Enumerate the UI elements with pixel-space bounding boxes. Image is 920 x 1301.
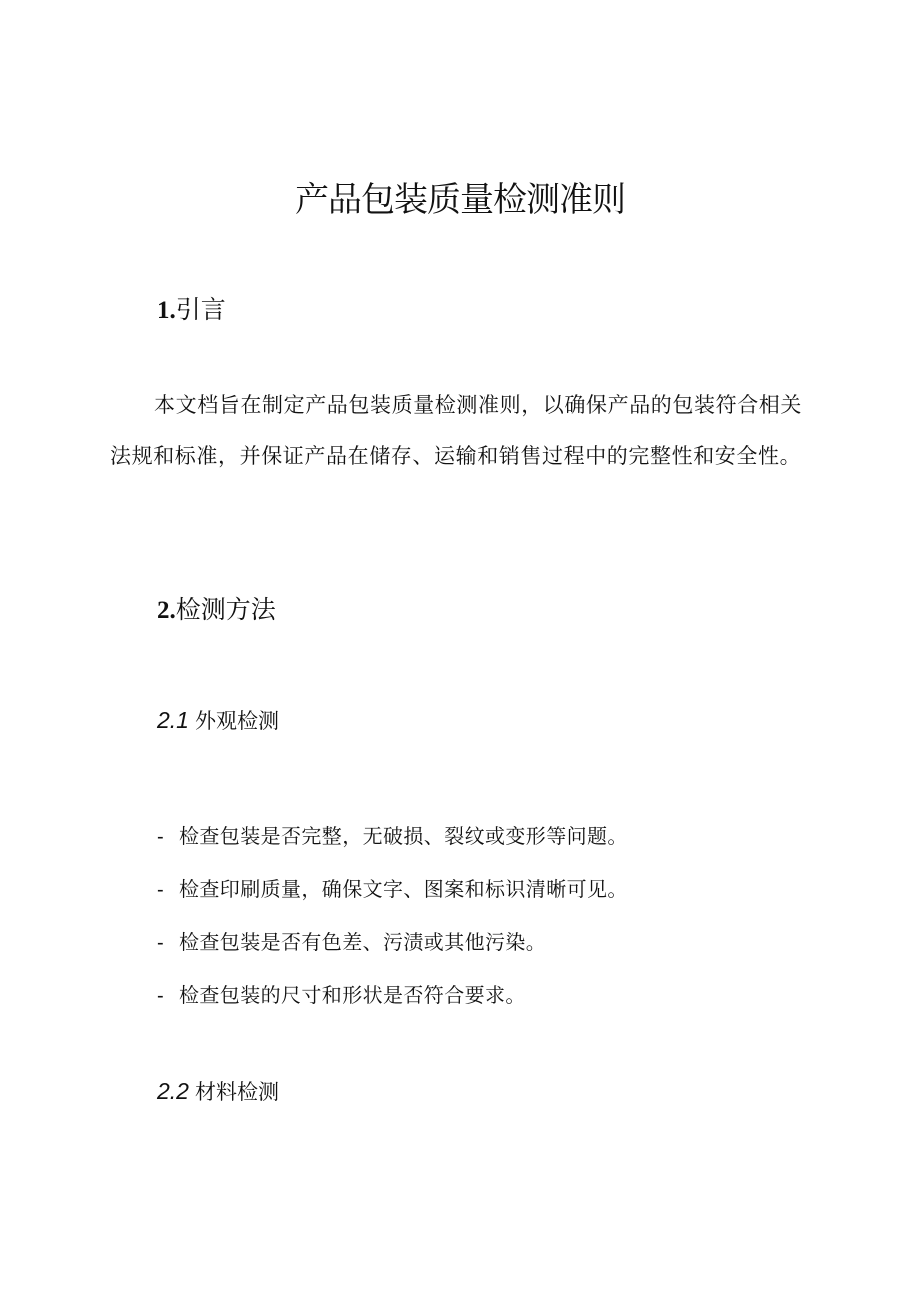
list-item-text: 检查包装的尺寸和形状是否符合要求。	[179, 983, 526, 1007]
list-item-text: 检查包装是否有色差、污渍或其他污染。	[179, 930, 547, 954]
subsection-heading-appearance	[157, 704, 279, 737]
section-heading-methods	[157, 592, 276, 629]
subsection-title: 外观检测	[194, 709, 279, 733]
list-item	[157, 810, 628, 863]
section-number: 1.	[157, 297, 176, 324]
document-title: 产品包装质量检测准则	[295, 180, 625, 220]
appearance-check-list	[157, 810, 628, 1022]
section-number: 2.	[157, 597, 176, 624]
list-item	[157, 863, 628, 916]
subsection-number: 2.2	[157, 1078, 189, 1104]
bullet-dash: -	[157, 826, 165, 848]
list-item	[157, 916, 628, 969]
bullet-dash: -	[157, 985, 165, 1007]
list-item-text: 检查包装是否完整，无破损、裂纹或变形等问题。	[179, 824, 628, 848]
list-item	[157, 969, 628, 1022]
introduction-paragraph: 本文档旨在制定产品包装质量检测准则，以确保产品的包装符合相关法规和标准，并保证产品在储存、运输和销售过程中的完整性和安全性。	[110, 393, 802, 468]
bullet-dash: -	[157, 932, 165, 954]
subsection-title: 材料检测	[194, 1080, 279, 1104]
subsection-heading-materials	[157, 1075, 279, 1108]
bullet-dash: -	[157, 879, 165, 901]
subsection-number: 2.1	[157, 707, 189, 733]
list-item-text: 检查印刷质量，确保文字、图案和标识清晰可见。	[179, 877, 628, 901]
section-heading-introduction	[157, 292, 226, 329]
section-title: 检测方法	[175, 595, 276, 624]
section-title: 引言	[175, 295, 226, 324]
